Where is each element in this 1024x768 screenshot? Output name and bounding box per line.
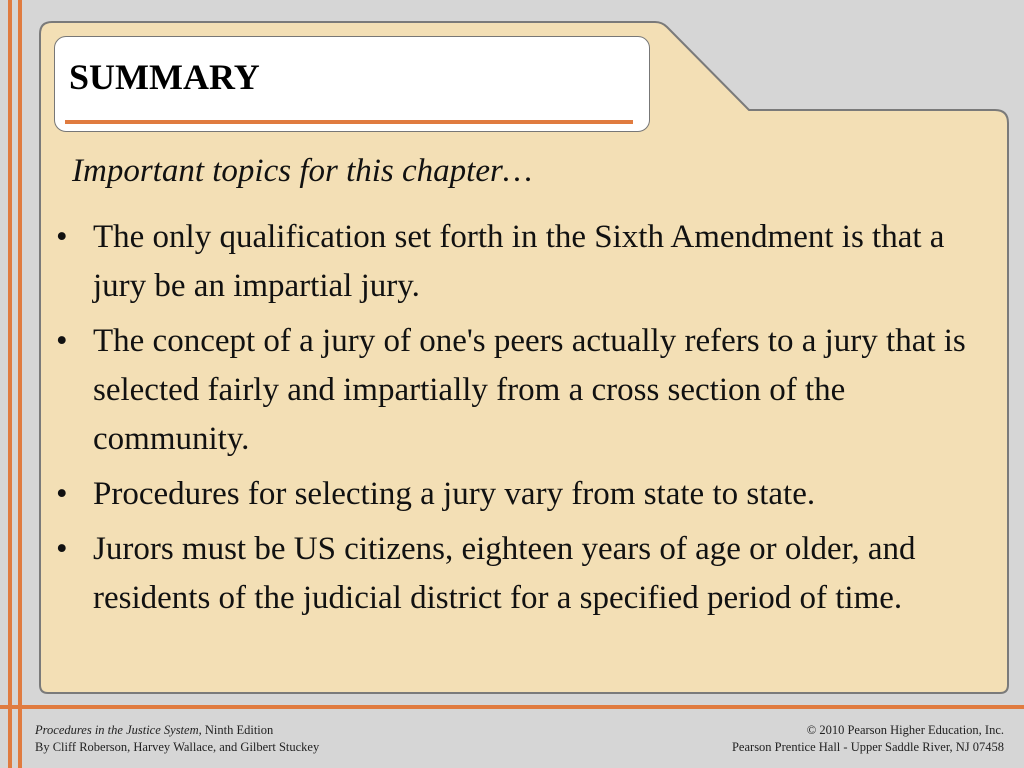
- footer-right: [732, 722, 1004, 756]
- bullet-marker: •: [56, 323, 68, 359]
- footer-authors: By Cliff Roberson, Harvey Wallace, and Gilbert Stuckey: [35, 740, 320, 754]
- bullet-text: Procedures for selecting a jury vary from state to state.: [93, 476, 816, 512]
- title-tab: [54, 36, 650, 132]
- footer-book-title: Procedures in the Justice System,: [35, 723, 202, 737]
- bullet-item: [56, 525, 976, 623]
- footer-book-line: [35, 722, 319, 739]
- bullet-marker: •: [56, 476, 68, 512]
- footer-left: [35, 722, 319, 756]
- bullet-item: [56, 317, 976, 464]
- bullet-item: [56, 213, 976, 311]
- footer-edition: Ninth Edition: [201, 723, 274, 737]
- bullet-text: Jurors must be US citizens, eighteen years of age or older, and residents of the judicial district for a specified period of time.: [93, 531, 916, 616]
- bullet-text: The concept of a jury of one's peers actually refers to a jury that is selected fairly and impartially from a cross section of the community.: [93, 323, 966, 457]
- bullet-marker: •: [56, 531, 68, 567]
- slide-subtitle: Important topics for this chapter…: [72, 153, 533, 189]
- bullet-text: The only qualification set forth in the Sixth Amendment is that a jury be an impartial jury.: [93, 219, 945, 304]
- bullet-list: [56, 213, 976, 629]
- bullet-marker: •: [56, 219, 68, 255]
- footer-copyright: © 2010 Pearson Higher Education, Inc.: [806, 723, 1004, 737]
- slide-title: SUMMARY: [69, 57, 260, 97]
- title-underline: [65, 120, 633, 124]
- bullet-item: [56, 470, 976, 519]
- footer-publisher: Pearson Prentice Hall - Upper Saddle River, NJ 07458: [731, 740, 1004, 754]
